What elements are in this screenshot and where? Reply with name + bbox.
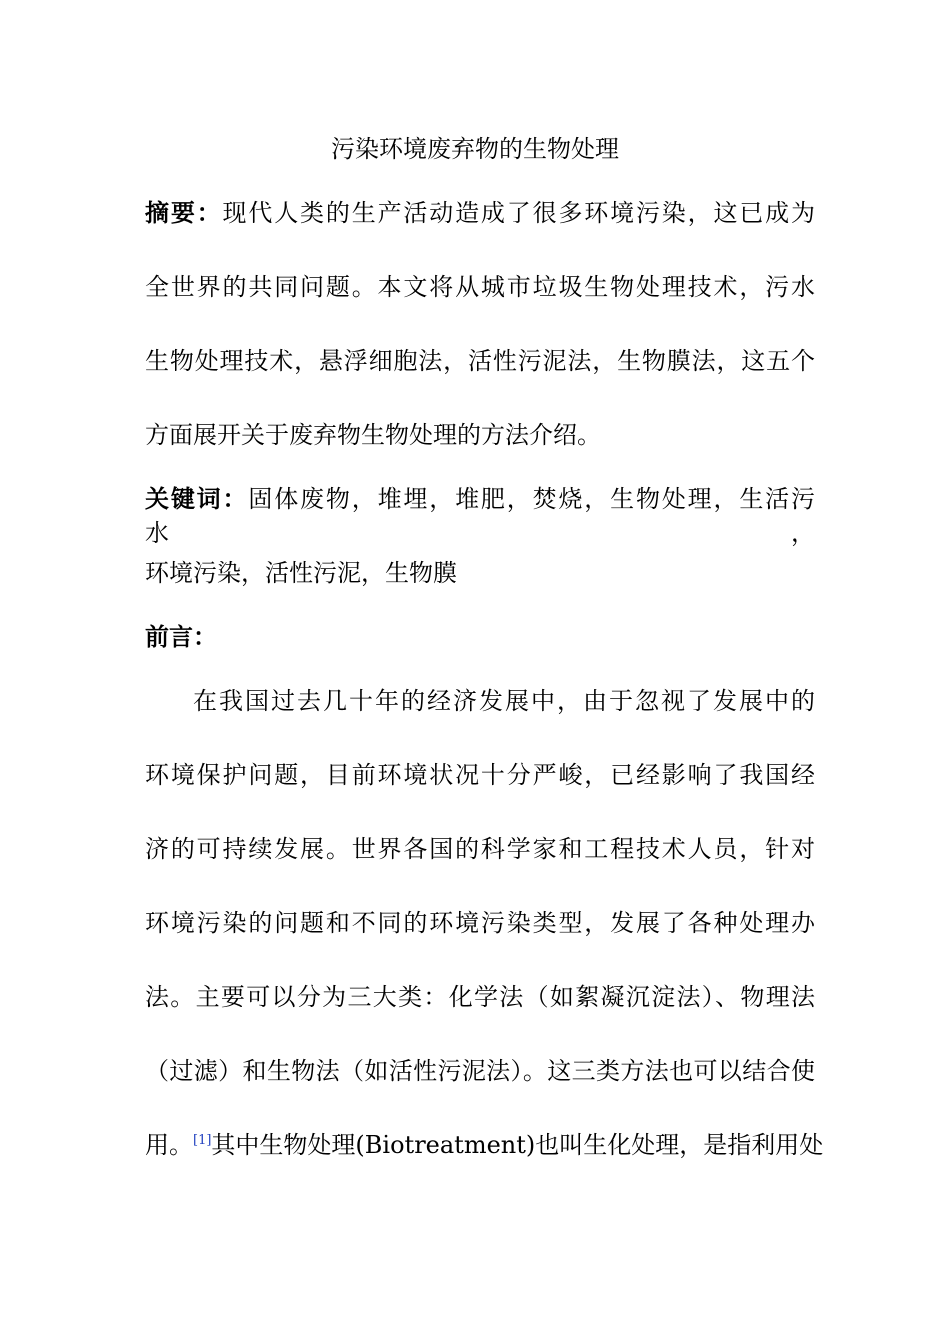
abstract-text-1: 现代人类的生产活动造成了很多环境污染，这已成为 xyxy=(222,199,816,227)
keywords-line-1 xyxy=(145,482,815,550)
preface-line-7 xyxy=(145,1128,824,1162)
preface-line-2: 环境保护问题，目前环境状况十分严峻，已经影响了我国经 xyxy=(145,761,815,789)
preface-line-7-start: 用。 xyxy=(145,1131,193,1159)
reference-link[interactable]: [1] xyxy=(193,1133,212,1148)
keywords-text-1: 固体废物，堆埋，堆肥，焚烧，生物处理，生活污水， xyxy=(145,485,816,547)
abstract-line-2: 全世界的共同问题。本文将从城市垃圾生物处理技术，污水 xyxy=(145,273,815,301)
preface-line-7-end: 其中生物处理(Biotreatment)也叫生化处理，是指利用处 xyxy=(211,1131,824,1159)
document-title: 污染环境废弃物的生物处理 xyxy=(331,135,619,163)
abstract-line-1 xyxy=(145,196,815,230)
preface-line-6: （过滤）和生物法（如活性污泥法）。这三类方法也可以结合使 xyxy=(145,1057,815,1085)
abstract-line-3: 生物处理技术，悬浮细胞法，活性污泥法，生物膜法，这五个 xyxy=(145,347,815,375)
preface-line-5: 法。主要可以分为三大类：化学法（如絮凝沉淀法）、物理法 xyxy=(145,983,815,1011)
preface-heading: 前言： xyxy=(145,622,217,651)
abstract-line-4: 方面展开关于废弃物生物处理的方法介绍。 xyxy=(145,421,601,449)
preface-line-1: 在我国过去几十年的经济发展中，由于忽视了发展中的 xyxy=(193,687,815,715)
preface-line-4: 环境污染的问题和不同的环境污染类型，发展了各种处理办 xyxy=(145,909,815,937)
keywords-label: 关键词： xyxy=(145,484,249,513)
abstract-label: 摘要： xyxy=(145,198,223,227)
keywords-line-2: 环境污染，活性污泥，生物膜 xyxy=(145,559,457,587)
preface-line-3: 济的可持续发展。世界各国的科学家和工程技术人员，针对 xyxy=(145,835,815,863)
